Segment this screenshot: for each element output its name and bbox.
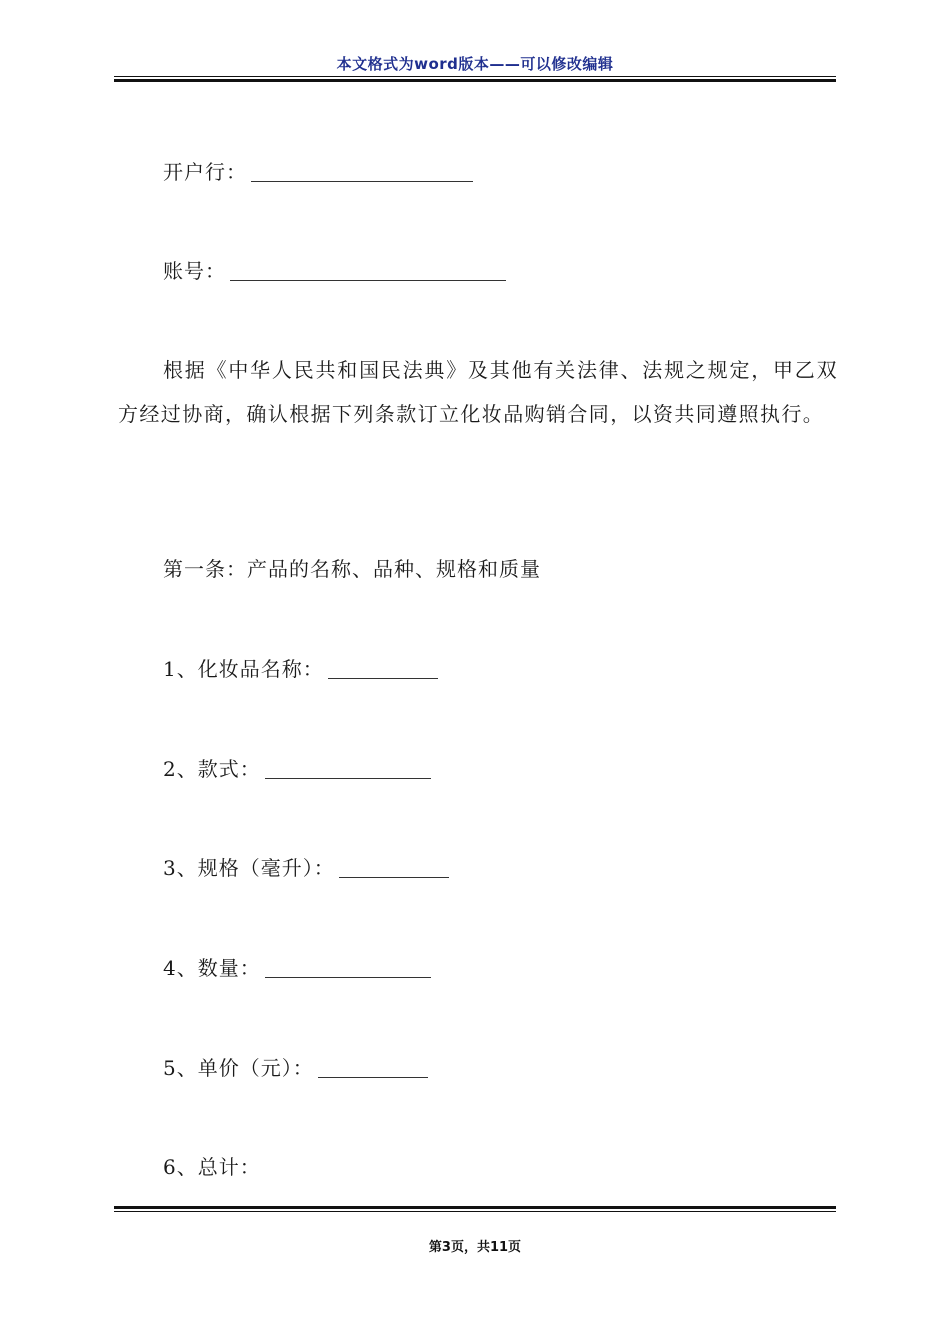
item-total [163, 1157, 261, 1177]
item-total-label: 6、总计： [163, 1155, 261, 1179]
item-spec-label: 3、规格（毫升）： [163, 856, 335, 880]
bank-blank[interactable] [251, 163, 473, 182]
account-field [163, 261, 506, 281]
page-header-text: 本文格式为word版本——可以修改编辑 [336, 55, 614, 73]
item-unit-price [163, 1058, 428, 1078]
style-blank[interactable] [265, 760, 431, 779]
page-number: 第3页，共11页 [428, 1240, 522, 1255]
item-style [163, 759, 431, 779]
footer-divider [114, 1206, 836, 1212]
item-unit-price-label: 5、单价（元）： [163, 1056, 314, 1080]
item-quantity [163, 958, 431, 978]
unit-price-blank[interactable] [318, 1059, 428, 1078]
product-name-blank[interactable] [328, 660, 438, 679]
section-title: 第一条：产品的名称、品种、规格和质量 [163, 557, 541, 581]
spec-blank[interactable] [339, 859, 449, 878]
quantity-blank[interactable] [265, 959, 431, 978]
account-label: 账号： [163, 259, 226, 283]
account-blank[interactable] [230, 262, 506, 281]
item-product-name-label: 1、化妆品名称： [163, 657, 324, 681]
bank-field [163, 162, 473, 182]
item-spec [163, 858, 449, 878]
item-product-name [163, 659, 438, 679]
item-quantity-label: 4、数量： [163, 956, 261, 980]
header-divider [114, 76, 836, 82]
bank-label: 开户行： [163, 160, 247, 184]
item-style-label: 2、款式： [163, 757, 261, 781]
intro-paragraph: 根据《中华人民共和国民法典》及其他有关法律、法规之规定，甲乙双方经过协商，确认根据下列条款订立化妆品购销合同，以资共同遵照执行。 [118, 358, 838, 426]
